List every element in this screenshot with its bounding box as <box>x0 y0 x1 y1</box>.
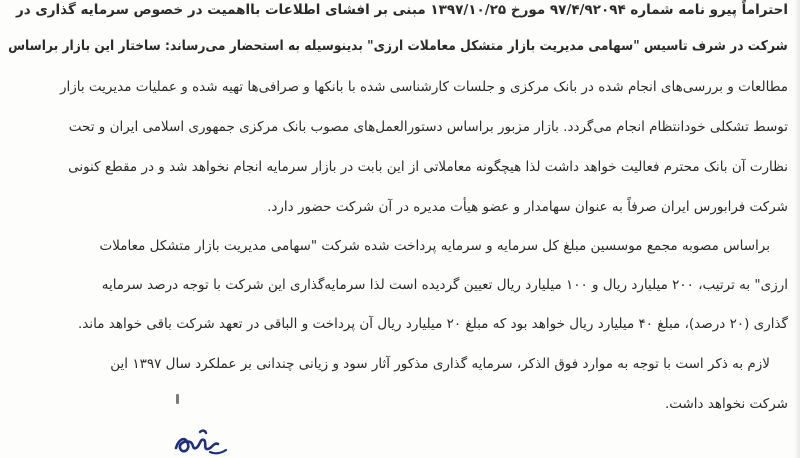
paragraph-1-line-3: مطالعات و بررسی‌های انجام شده در بانک مرکزی و جلسات کارشناسی شده با بانکها و صرافی‌ها تهیه شده و عملیات مدیریت بازار <box>59 79 788 95</box>
paragraph-1-line-1: احتراماً پیرو نامه شماره ۹۷/۴/۹۲۰۹۴ مورخ ۱۳۹۷/۱۰/۲۵ مبنی بر افشای اطلاعات بااهمیت در خصوص سرمایه گذاری در <box>15 2 788 18</box>
paragraph-3-line-1: لازم به ذکر است با توجه به موارد فوق الذکر، سرمایه گذاری مذکور آثار سود و زیانی چندانی بر عملکرد سال ۱۳۹۷ این <box>110 356 770 372</box>
paragraph-2-line-3: گذاری (۲۰ درصد)، مبلغ ۴۰ میلیارد ریال خواهد بود که مبلغ ۲۰ میلیارد ریال آن پرداخت و الباقی در تعهد شرکت باقی خواهد ماند. <box>78 316 788 332</box>
paragraph-2-line-1: براساس مصوبه مجمع موسسین مبلغ کل سرمایه و سرمایه پرداخت شده شرکت "سهامی مدیریت بازار متشکل معاملات <box>99 238 770 254</box>
paragraph-1-line-5: نظارت آن بانک محترم فعالیت خواهد داشت لذا هیچگونه معاملاتی از این بابت در بازار سرمایه انجام نخواهد شد و در مقطع کنونی <box>68 159 788 175</box>
paragraph-1-line-6: شرکت فرابورس ایران صرفاً به عنوان سهامدار و عضو هیأت مدیره در آن شرکت حضور دارد. <box>267 199 788 215</box>
scan-edge-shadow <box>794 0 800 458</box>
handwritten-signature <box>170 424 240 458</box>
paragraph-1-line-2: شرکت در شرف تاسیس "سهامی مدیریت بازار متشکل معاملات ارزی" بدینوسیله به استحضار می‌رساند: ساختار این بازار براساس <box>8 38 788 54</box>
margin-mark <box>176 394 179 404</box>
paragraph-1-line-4: توسط تشکلی خودانتظام انجام می‌گردد. بازار مزبور براساس دستورالعمل‌های مصوب بانک مرکزی جمهوری اسلامی ایران و تحت <box>68 119 788 135</box>
paragraph-2-line-2: ارزی" به ترتیب، ۲۰۰ میلیارد ریال و ۱۰۰ میلیارد ریال تعیین گردیده است لذا سرمایه‌گذاری این شرکت با توجه درصد سرمایه <box>101 277 788 293</box>
paragraph-3-line-2: شرکت نخواهد داشت. <box>664 396 788 412</box>
